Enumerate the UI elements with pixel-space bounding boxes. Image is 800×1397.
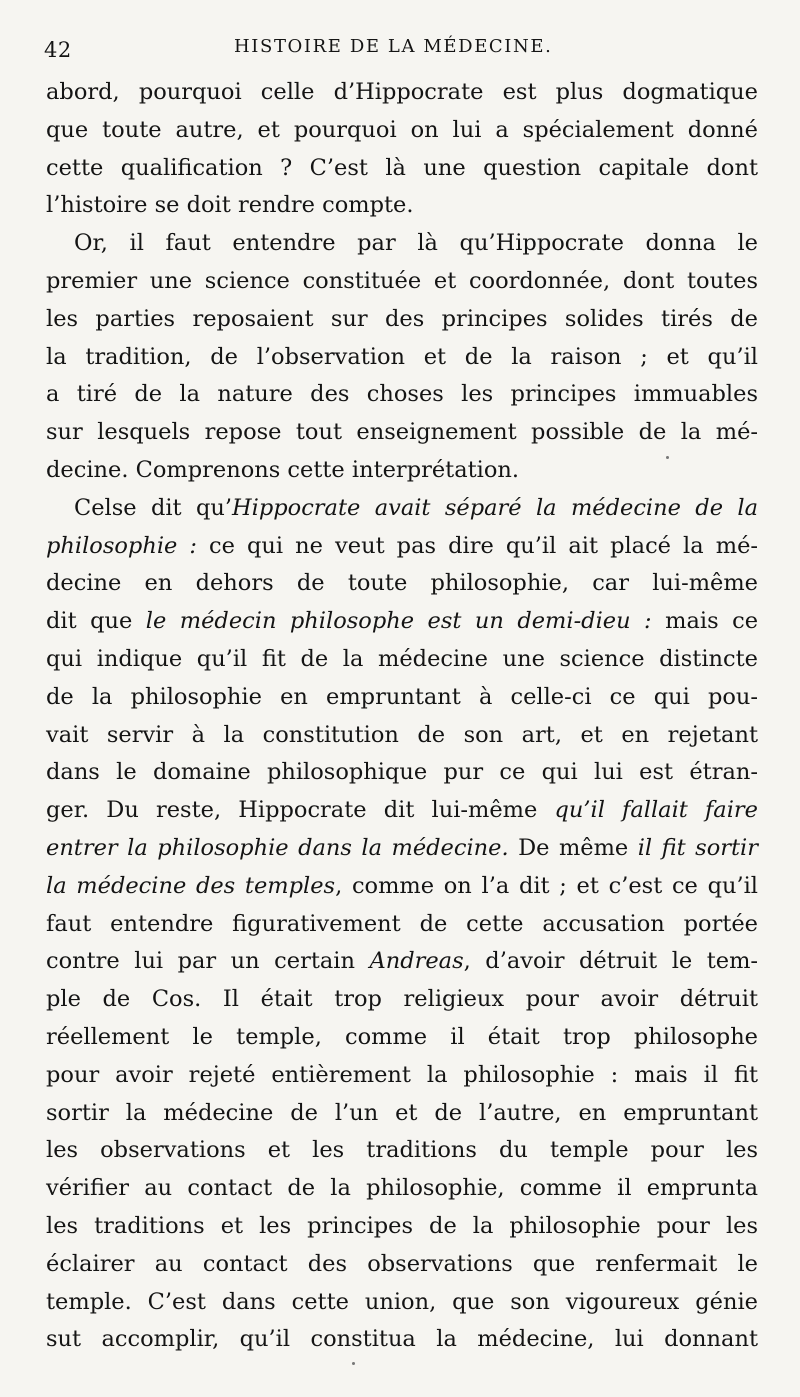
text-line <box>46 150 758 188</box>
text-line <box>46 792 758 830</box>
text-segment: decine en dehors de toute philosophie, car lui-même <box>46 570 758 597</box>
text-line <box>46 112 758 150</box>
text-line <box>46 906 758 944</box>
text-line <box>46 1132 758 1170</box>
text-segment: abord, pourquoi celle d’Hippocrate est plus dogmatique <box>46 79 758 105</box>
italic-text: la médecine des temples <box>46 872 336 899</box>
text-segment: sur lesquels repose tout enseignement possible de la mé- <box>46 419 758 446</box>
text-segment: sut accomplir, qu’il constitua la médecine, lui donnant <box>46 1326 758 1353</box>
text-line <box>46 74 758 112</box>
text-line <box>46 339 758 377</box>
italic-text: entrer la philosophie dans la médecine. <box>46 834 509 861</box>
text-segment: De même <box>508 834 638 861</box>
text-segment: que toute autre, et pourquoi on lui a spécialement donné <box>46 116 758 143</box>
text-segment: premier une science constituée et coordonnée, dont toutes <box>46 267 758 294</box>
text-line <box>46 452 758 490</box>
text-segment: dit que <box>46 608 146 635</box>
text-line <box>46 1284 758 1322</box>
text-line <box>46 301 758 339</box>
italic-text: Hippocrate avait séparé la médecine de la <box>232 494 758 521</box>
text-segment: faut entendre figurativement de cette accusation portée <box>46 910 758 937</box>
text-line <box>46 1246 758 1284</box>
text-line <box>46 1019 758 1057</box>
text-line <box>46 603 758 641</box>
text-segment: qui indique qu’il fit de la médecine une science distincte <box>46 645 758 672</box>
text-segment: la tradition, de l’observation et de la raison ; et qu’il <box>46 343 758 370</box>
text-segment: dans le domaine philosophique pur ce qui lui est étran- <box>46 759 758 786</box>
text-segment: les observations et les traditions du temple pour les <box>46 1137 758 1164</box>
text-line <box>46 376 758 414</box>
text-segment: ce qui ne veut pas dire qu’il ait placé la mé- <box>196 532 758 559</box>
text-segment: contre lui par un certain <box>46 948 370 975</box>
italic-text: qu’il fallait faire <box>554 797 758 824</box>
text-line <box>46 225 758 263</box>
italic-text: Andreas <box>369 948 464 975</box>
text-line <box>46 565 758 603</box>
text-segment: l’histoire se doit rendre compte. <box>46 192 414 219</box>
text-line <box>46 943 758 981</box>
text-segment: vait servir à la constitution de son art, et en rejetant <box>46 721 758 748</box>
running-head: HISTOIRE DE LA MÉDECINE. <box>234 36 553 57</box>
text-line <box>46 1170 758 1208</box>
text-line <box>46 754 758 792</box>
text-line <box>46 981 758 1019</box>
text-segment: éclairer au contact des observations que renfermait le <box>46 1250 758 1277</box>
page-number: 42 <box>44 38 72 62</box>
text-segment: ple de Cos. Il était trop religieux pour avoir détruit <box>46 986 758 1013</box>
text-segment: decine. Comprenons cette interprétation. <box>46 456 520 483</box>
print-speck <box>666 456 669 459</box>
text-line <box>46 830 758 868</box>
text-segment: cette qualification ? C’est là une question capitale dont <box>46 154 758 181</box>
text-line <box>46 1057 758 1095</box>
text-segment: temple. C’est dans cette union, que son vigoureux génie <box>46 1288 758 1315</box>
text-line <box>46 641 758 679</box>
text-line <box>46 414 758 452</box>
text-segment: Celse dit qu’ <box>74 494 233 521</box>
text-segment: , d’avoir détruit le tem- <box>463 948 759 975</box>
text-segment: les traditions et les principes de la philosophie pour les <box>46 1212 758 1239</box>
italic-text: il fit sortir <box>637 834 758 861</box>
text-segment: vérifier au contact de la philosophie, comme il emprunta <box>46 1175 758 1202</box>
body-text <box>46 74 758 1359</box>
text-line <box>46 490 758 528</box>
italic-text: philosophie : <box>46 532 197 559</box>
text-segment: ger. Du reste, Hippocrate dit lui-même <box>46 797 555 824</box>
text-segment: a tiré de la nature des choses les principes immuables <box>46 381 758 408</box>
text-line <box>46 1321 758 1359</box>
page-header <box>44 28 756 62</box>
text-segment: mais ce <box>651 608 759 635</box>
text-segment: pour avoir rejeté entièrement la philosophie : mais il fit <box>46 1061 758 1088</box>
text-line <box>46 187 758 225</box>
text-segment: , comme on l’a dit ; et c’est ce qu’il <box>335 872 759 899</box>
text-segment: Or, il faut entendre par là qu’Hippocrate donna le <box>74 230 758 257</box>
text-line <box>46 1208 758 1246</box>
text-segment: de la philosophie en empruntant à celle-ci ce qui pou- <box>46 683 758 710</box>
italic-text: le médecin philosophe est un demi-dieu : <box>145 608 652 635</box>
text-segment: sortir la médecine de l’un et de l’autre, en empruntant <box>46 1099 758 1126</box>
text-line <box>46 263 758 301</box>
text-line <box>46 679 758 717</box>
text-line <box>46 717 758 755</box>
text-segment: les parties reposaient sur des principes solides tirés de <box>46 305 758 332</box>
text-line <box>46 1095 758 1133</box>
print-speck <box>352 1362 355 1365</box>
text-line <box>46 868 758 906</box>
text-segment: réellement le temple, comme il était trop philosophe <box>46 1023 758 1050</box>
text-line <box>46 528 758 566</box>
